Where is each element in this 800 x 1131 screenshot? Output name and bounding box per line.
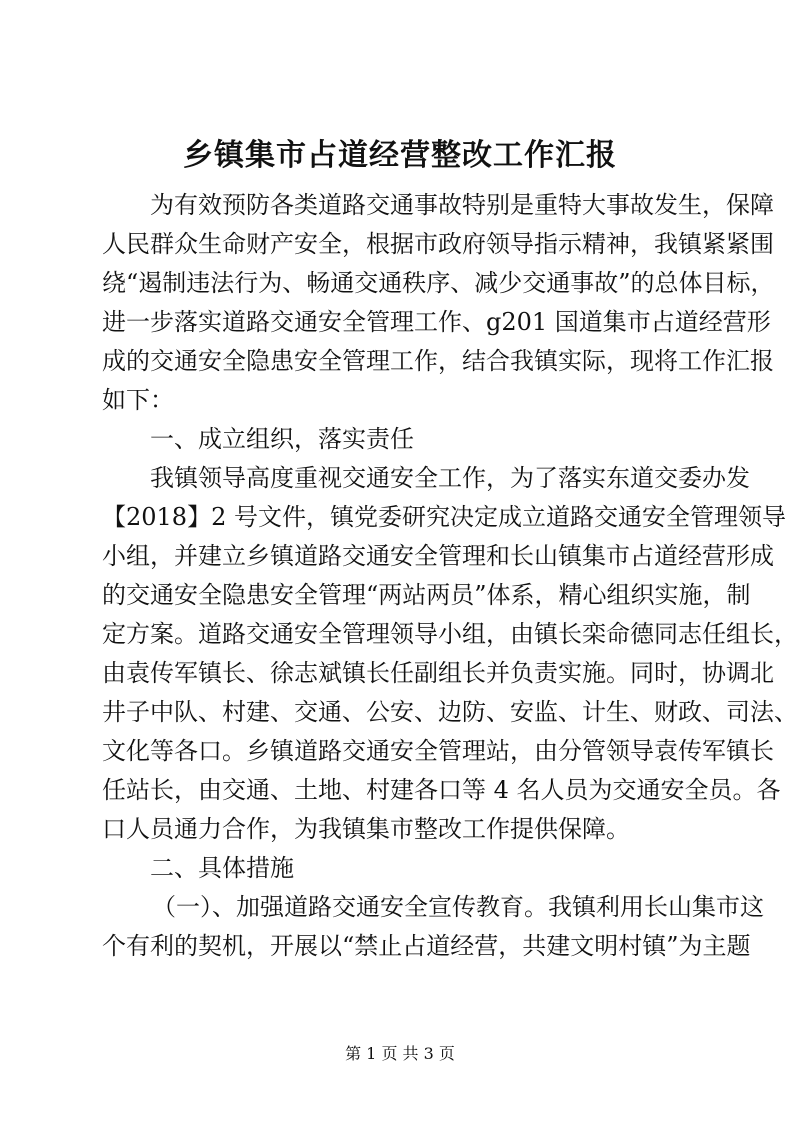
section-heading: 一、成立组织，落实责任 <box>150 425 414 453</box>
document-body <box>102 186 798 966</box>
page-number-footer: 第 1 页 共 3 页 <box>345 1044 455 1063</box>
body-line: 个有利的契机，开展以“禁止占道经营，共建文明村镇”为主题 <box>102 932 751 960</box>
body-line: 文化等各口。乡镇道路交通安全管理站，由分管领导袁传军镇长 <box>102 737 774 765</box>
body-line: 【2018】2 号文件，镇党委研究决定成立道路交通安全管理领导 <box>102 503 786 531</box>
body-line: 我镇领导高度重视交通安全工作，为了落实东道交委办发 <box>150 464 750 492</box>
section-heading: 二、具体措施 <box>150 854 294 882</box>
body-line: 成的交通安全隐患安全管理工作，结合我镇实际，现将工作汇报 <box>102 347 774 375</box>
body-line: 如下： <box>102 386 174 414</box>
body-line: 任站长，由交通、土地、村建各口等 4 名人员为交通安全员。各 <box>102 776 781 804</box>
body-line: 定方案。道路交通安全管理领导小组，由镇长栾命德同志任组长， <box>102 620 798 648</box>
body-line: 口人员通力合作，为我镇集市整改工作提供保障。 <box>102 815 630 843</box>
body-line: 为有效预防各类道路交通事故特别是重特大事故发生，保障 <box>150 191 774 219</box>
body-line: 小组，并建立乡镇道路交通安全管理和长山镇集市占道经营形成 <box>102 542 774 570</box>
body-line: 井子中队、村建、交通、公安、边防、安监、计生、财政、司法、 <box>102 698 798 726</box>
body-line: 由袁传军镇长、徐志斌镇长任副组长并负责实施。同时，协调北 <box>102 659 774 687</box>
document-title: 乡镇集市占道经营整改工作汇报 <box>183 138 617 173</box>
body-line: 绕“遏制违法行为、畅通交通秩序、减少交通事故”的总体目标， <box>102 269 775 297</box>
body-line: 进一步落实道路交通安全管理工作、g201 国道集市占道经营形 <box>102 308 771 336</box>
body-line: （一）、加强道路交通安全宣传教育。我镇利用长山集市这 <box>152 893 764 921</box>
body-line: 的交通安全隐患安全管理“两站两员”体系，精心组织实施，制 <box>102 581 751 609</box>
body-line: 人民群众生命财产安全，根据市政府领导指示精神，我镇紧紧围 <box>102 230 774 258</box>
